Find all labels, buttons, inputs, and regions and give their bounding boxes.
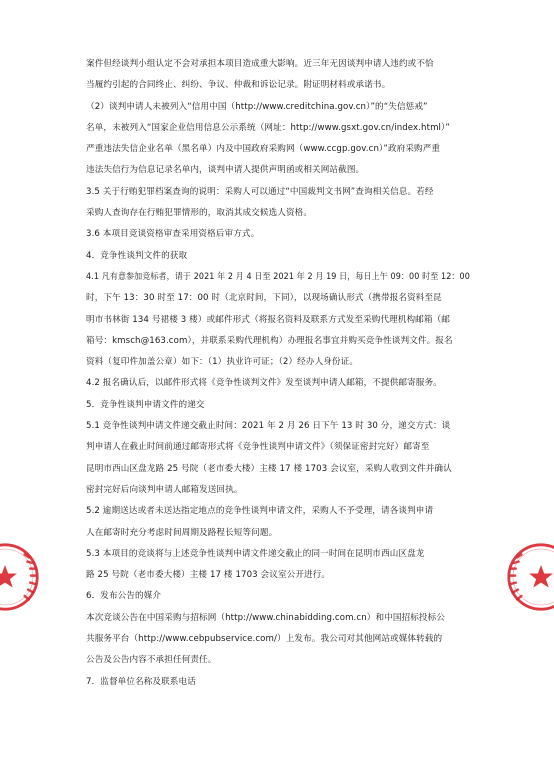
section-heading: 4．竞争性谈判文件的获取 bbox=[86, 250, 188, 261]
company-seal-left bbox=[0, 542, 40, 612]
text-line: 5.1 竞争性谈判申请文件递交截止时间：2021 年 2 月 26 日下午 13 时 30 分，递交方式：谈 bbox=[86, 421, 451, 432]
text-line: 名单，未被列入“国家企业信用信息公示系统（网址：http://www.gsxt.gov.cn/index.html）” bbox=[86, 122, 450, 133]
text-line: 路 25 号院（老市委大楼）主楼 17 楼 1703 会议室公开进行。 bbox=[86, 570, 331, 581]
text-line: 违法失信行为信息记录名单内，谈判申请人提供声明函或相关网站截图。 bbox=[86, 165, 365, 176]
text-line: 密封完好后向谈判申请人邮箱发送回执。 bbox=[86, 484, 243, 495]
text-line: 人在邮寄时充分考虑时间周期及路程长短等问题。 bbox=[86, 527, 278, 538]
text-line: 本次竞谈公告在中国采购与招标网（http://www.chinabidding.com.cn）和中国招标投标公 bbox=[86, 612, 446, 623]
text-line: 昆明市西山区盘龙路 25 号院（老市委大楼）主楼 17 楼 1703 会议室，采购人收到文件并确认 bbox=[86, 463, 452, 474]
text-line: 采购人查询存在行贿犯罪情形的，取消其成交候选人资格。 bbox=[86, 208, 313, 219]
company-seal-right bbox=[506, 542, 554, 612]
text-line: （2）谈判申请人未被列入“信用中国（http://www.creditchina.gov.cn）”的“失信惩戒” bbox=[86, 101, 428, 112]
text-line: 5.2 逾期送达或者未送达指定地点的竞争性谈判申请文件，采购人不予受理，请各谈判申请 bbox=[86, 506, 434, 517]
text-line: 5.3 本项目的竞谈将与上述竞争性谈判申请文件递交截止的同一时间在昆明市西山区盘龙 bbox=[86, 548, 425, 559]
text-line: 案件但经谈判小组认定不会对承担本项目造成重大影响。近三年无因谈判申请人违约或不恰 bbox=[86, 59, 434, 69]
section-heading: 7．监督单位名称及联系电话 bbox=[86, 676, 196, 687]
text-line: 3.6 本项目竞谈资格审查采用资格后审方式。 bbox=[86, 229, 260, 240]
text-line: 公告及公告内容不承担任何责任。 bbox=[86, 655, 217, 666]
section-heading: 5．竞争性谈判申请文件的递交 bbox=[86, 399, 205, 410]
text-line: 共服务平台（http://www.cebpubservice.com/）上发布。我公司对其他网站或媒体转载的 bbox=[86, 634, 443, 645]
text-line: 4.1 凡有意参加竞标者，请于 2021 年 2 月 4 日至 2021 年 2 月 19 日，每日上午 09：00 时至 12：00 bbox=[86, 271, 470, 282]
text-line: 箱号：kmsch@163.com），并联系采购代理机构）办理报名事宜并购买竞争性谈判文件。报名 bbox=[86, 335, 453, 346]
text-line: 严重违法失信企业名单（黑名单）内及中国政府采购网（www.ccgp.gov.cn）”政府采购严重 bbox=[86, 144, 441, 155]
section-heading: 6．发布公告的媒介 bbox=[86, 591, 162, 602]
text-line: 资料（复印件加盖公章）如下：（1）执业许可证；（2）经办人身份证。 bbox=[86, 357, 359, 368]
text-line: 时，下午 13：30 时至 17：00 时（北京时间，下同），以现场确认形式（携带报名资料至昆 bbox=[86, 293, 442, 304]
text-line: 4.2 报名确认后，以邮件形式将《竞争性谈判文件》发至谈判申请人邮箱，不提供邮寄服务。 bbox=[86, 378, 442, 389]
text-line: 当履约引起的合同终止、纠纷、争议、仲裁和诉讼记录。附证明材料或承诺书。 bbox=[86, 80, 391, 91]
text-line: 判申请人在截止时间前通过邮寄形式将《竞争性谈判申请文件》（须保证密封完好）邮寄至 bbox=[86, 442, 430, 453]
text-line: 3.5 关于行贿犯罪档案查询的说明：采购人可以通过“中国裁判文书网”查询相关信息。若经 bbox=[86, 186, 434, 197]
document-body bbox=[86, 58, 470, 697]
text-line: 明市书林街 134 号裙楼 3 楼）或邮件形式（将报名资料及联系方式发至采购代理机构邮箱（邮 bbox=[86, 314, 450, 325]
